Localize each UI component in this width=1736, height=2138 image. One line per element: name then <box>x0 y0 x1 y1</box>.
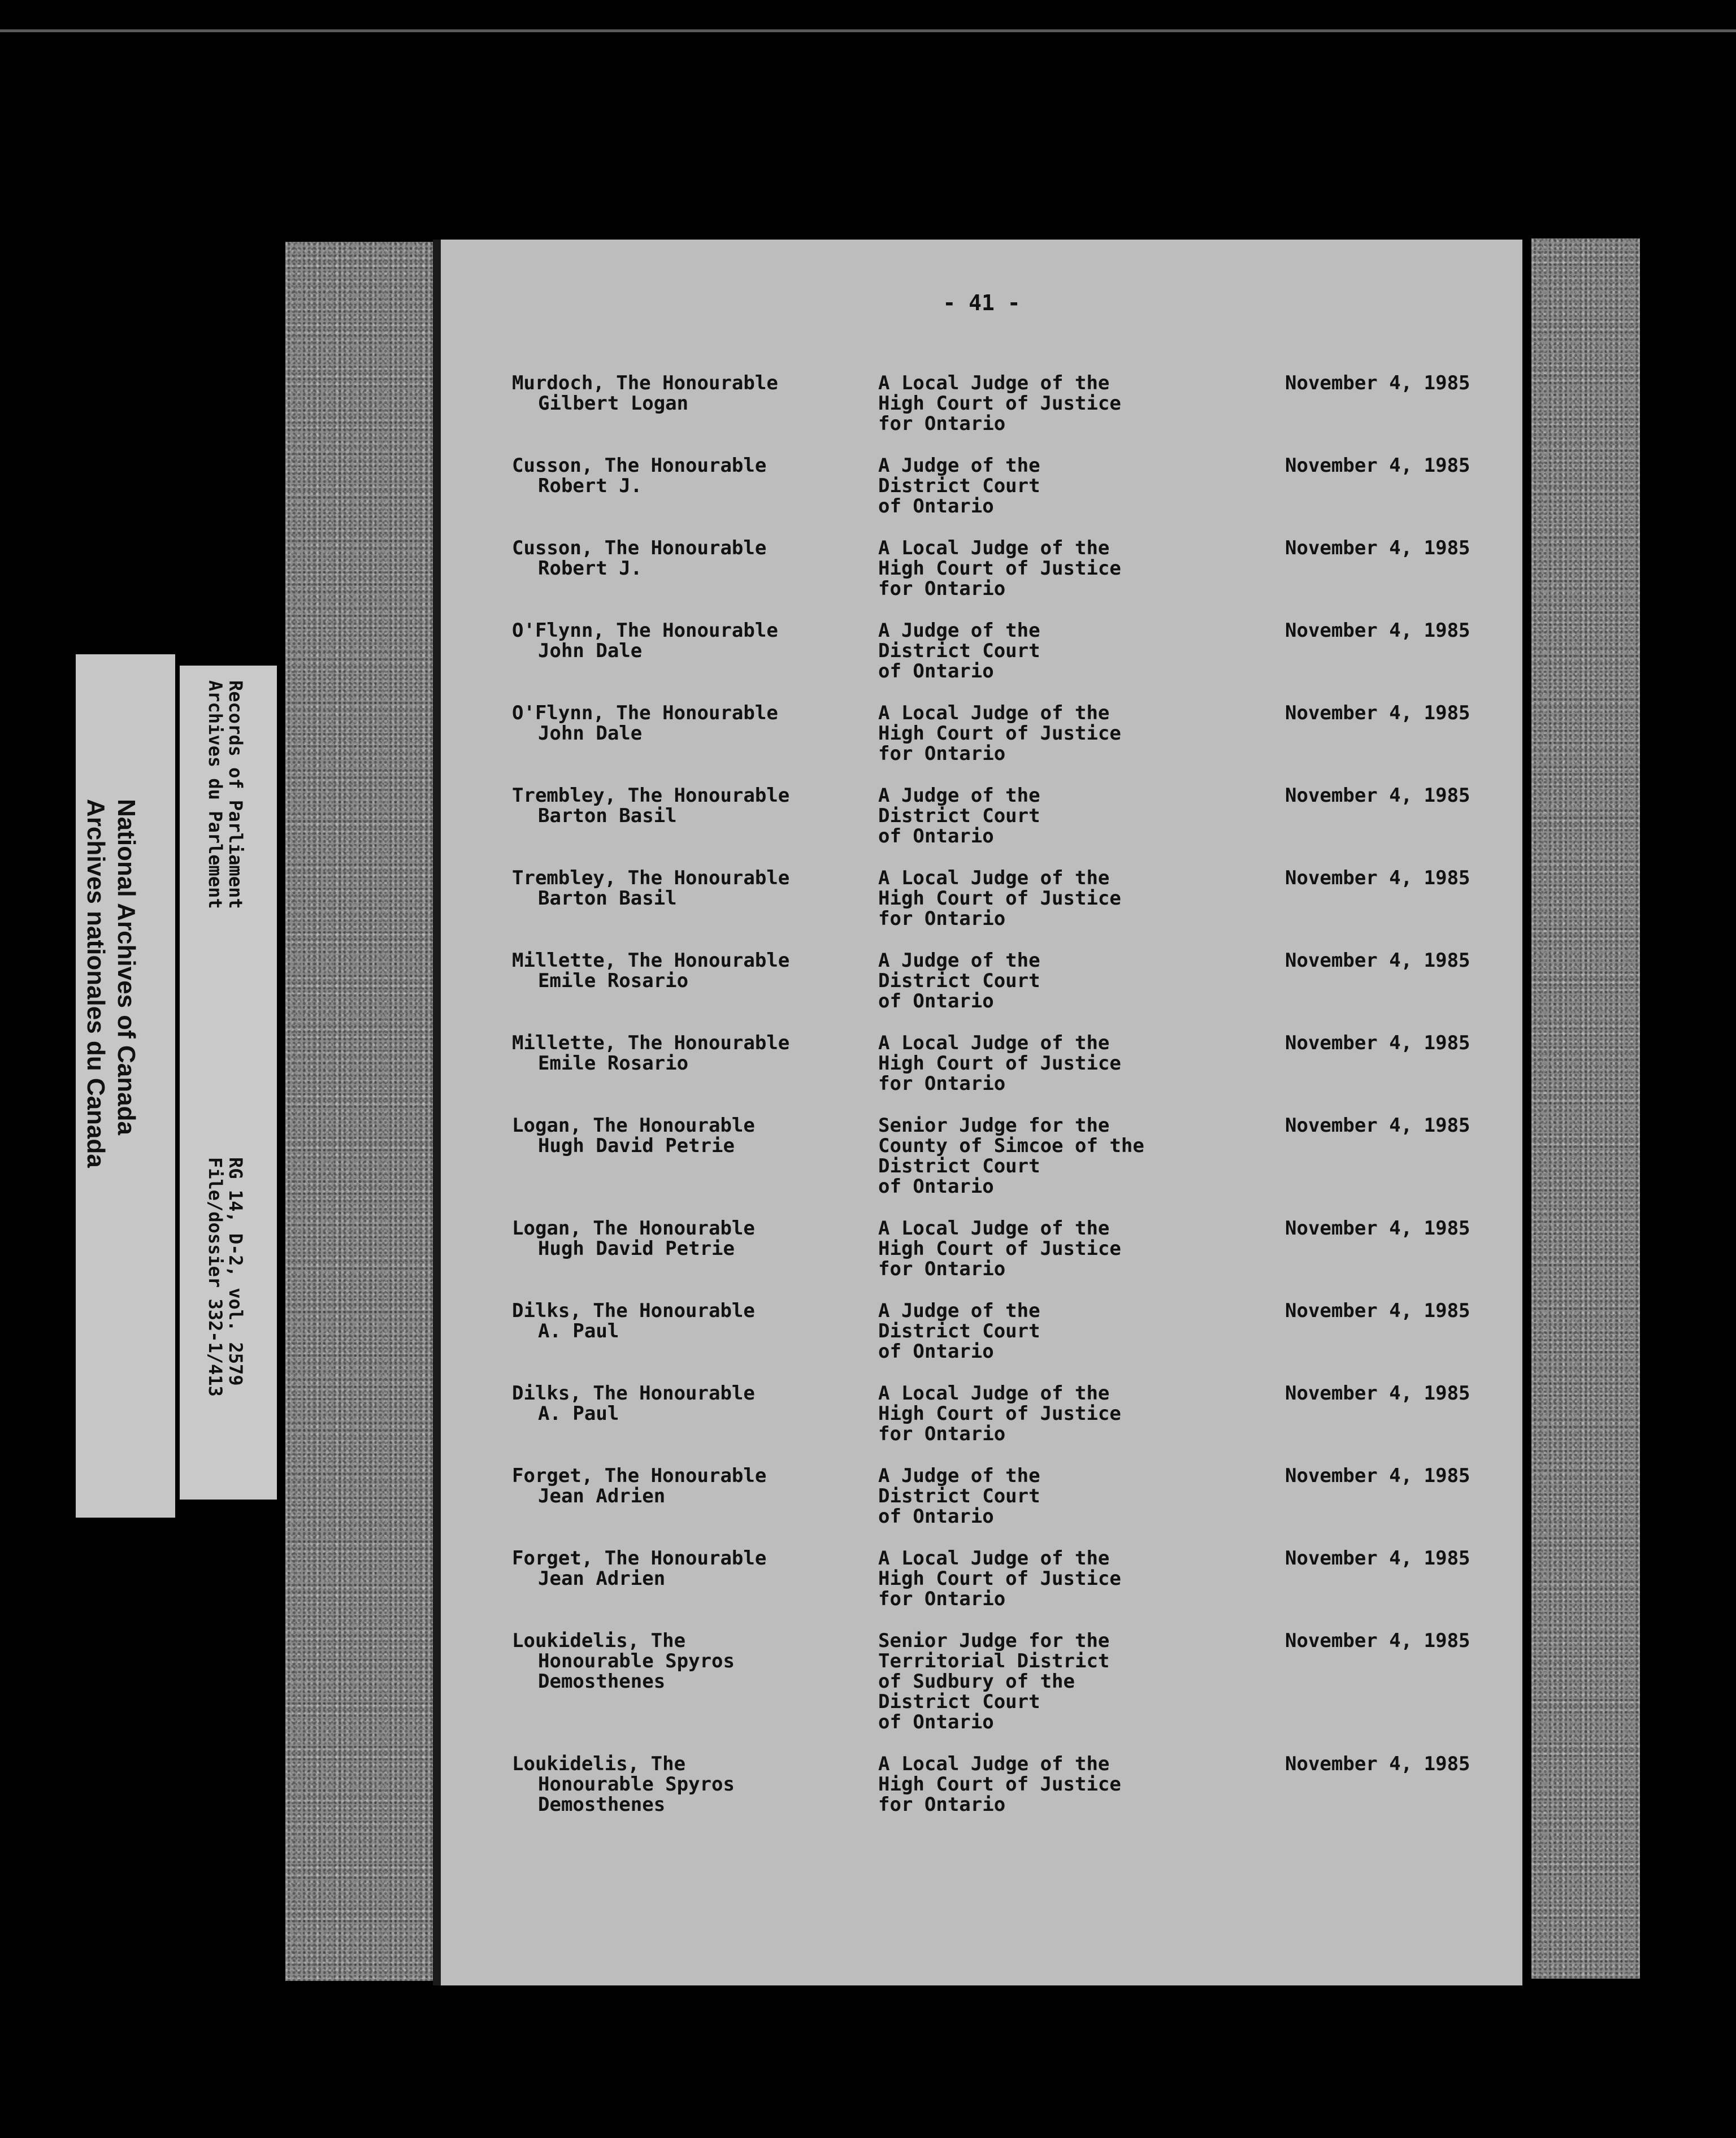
appointment-entry <box>512 1115 1518 1197</box>
appointment-title-line: Territorial District <box>878 1650 1110 1672</box>
appointee-name-line: Emile Rosario <box>538 970 689 992</box>
appointment-title <box>878 785 1285 846</box>
appointment-entry <box>512 868 1518 929</box>
appointment-title <box>878 1301 1285 1362</box>
appointee-name-line: Robert J. <box>538 557 643 580</box>
appointment-title-line: District Court <box>878 1320 1040 1342</box>
appointee-name-line: Trembley, The Honourable <box>512 784 790 807</box>
appointee-name-line: Dilks, The Honourable <box>512 1300 755 1322</box>
appointment-title-line: District Court <box>878 805 1040 827</box>
appointment-title-line: for Ontario <box>878 1423 1006 1445</box>
appointment-title-line: A Local Judge of the <box>878 1547 1110 1570</box>
document-page <box>441 240 1522 1985</box>
appointment-title-line: for Ontario <box>878 907 1006 930</box>
page-number: - 41 - <box>943 290 1021 315</box>
appointee-name-line: Demosthenes <box>538 1793 666 1816</box>
appointment-title-line: High Court of Justice <box>878 887 1121 910</box>
appointment-title-line: A Local Judge of the <box>878 1217 1110 1240</box>
appointment-title-line: A Judge of the <box>878 1465 1040 1487</box>
appointee-name <box>512 1466 878 1527</box>
appointment-title-line: of Ontario <box>878 1505 994 1528</box>
appointment-title-line: for Ontario <box>878 412 1006 435</box>
appointment-entry <box>512 620 1518 681</box>
appointee-name-line: O'Flynn, The Honourable <box>512 619 778 642</box>
records-label-english: Records of Parliament <box>225 680 246 909</box>
appointee-name-line: Emile Rosario <box>538 1052 689 1075</box>
records-reference-volume: RG 14, D-2, vol. 2579 <box>225 1157 246 1386</box>
appointment-date: November 4, 1985 <box>1285 619 1470 642</box>
appointment-title-line: of Ontario <box>878 1340 994 1363</box>
appointment-entry <box>512 1466 1518 1527</box>
records-label-strip <box>180 666 277 1500</box>
appointee-name-line: Jean Adrien <box>538 1485 666 1507</box>
appointment-date: November 4, 1985 <box>1285 702 1470 724</box>
appointment-title-line: of Ontario <box>878 825 994 848</box>
appointment-title-line: A Local Judge of the <box>878 702 1110 724</box>
appointment-title-line: District Court <box>878 1691 1040 1713</box>
appointment-title-line: A Local Judge of the <box>878 537 1110 559</box>
appointment-title-line: A Judge of the <box>878 1300 1040 1322</box>
appointment-date: November 4, 1985 <box>1285 1465 1470 1487</box>
appointee-name <box>512 1631 878 1732</box>
appointee-name-line: Forget, The Honourable <box>512 1465 767 1487</box>
appointee-name-line: John Dale <box>538 722 643 745</box>
film-top-rule <box>0 29 1736 32</box>
appointee-name-line: Robert J. <box>538 475 643 497</box>
appointment-entry <box>512 785 1518 846</box>
appointment-title-line: A Judge of the <box>878 619 1040 642</box>
appointment-title-line: of Sudbury of the <box>878 1670 1075 1693</box>
appointee-name-line: Demosthenes <box>538 1670 666 1693</box>
appointment-entry <box>512 703 1518 764</box>
appointment-date: November 4, 1985 <box>1285 1300 1470 1322</box>
appointment-title-line: A Local Judge of the <box>878 1382 1110 1405</box>
appointee-name <box>512 950 878 1011</box>
appointment-title-line: Senior Judge for the <box>878 1114 1110 1137</box>
appointment-title-line: of Ontario <box>878 660 994 683</box>
appointee-name-line: A. Paul <box>538 1402 619 1425</box>
appointee-name <box>512 1033 878 1094</box>
appointment-title <box>878 1754 1285 1815</box>
appointment-title <box>878 868 1285 929</box>
appointment-title-line: of Ontario <box>878 990 994 1012</box>
appointment-entry <box>512 1218 1518 1279</box>
appointee-name <box>512 455 878 516</box>
records-label-french: Archives du Parlement <box>205 680 226 909</box>
appointment-title-line: for Ontario <box>878 1588 1006 1610</box>
appointment-entry <box>512 1754 1518 1815</box>
appointment-title-line: A Local Judge of the <box>878 1032 1110 1054</box>
appointment-title-line: A Local Judge of the <box>878 372 1110 394</box>
appointee-name-line: Cusson, The Honourable <box>512 537 767 559</box>
appointment-entry <box>512 1548 1518 1609</box>
appointment-entry <box>512 1033 1518 1094</box>
appointee-name-line: Dilks, The Honourable <box>512 1382 755 1405</box>
appointment-entry <box>512 1631 1518 1732</box>
appointment-title-line: of Ontario <box>878 495 994 518</box>
appointment-title <box>878 950 1285 1011</box>
appointment-title-line: District Court <box>878 970 1040 992</box>
appointee-name-line: Hugh David Petrie <box>538 1237 735 1260</box>
records-reference-file: File/dossier 332-1/413 <box>205 1157 226 1397</box>
appointee-name-line: Honourable Spyros <box>538 1650 735 1672</box>
appointments-list <box>512 373 1518 1836</box>
appointment-date: November 4, 1985 <box>1285 537 1470 559</box>
appointee-name-line: Barton Basil <box>538 887 677 910</box>
appointment-entry <box>512 950 1518 1011</box>
appointee-name-line: Logan, The Honourable <box>512 1114 755 1137</box>
appointment-title <box>878 1115 1285 1197</box>
appointment-title-line: High Court of Justice <box>878 1402 1121 1425</box>
appointee-name <box>512 1548 878 1609</box>
appointment-title <box>878 1466 1285 1527</box>
appointment-title <box>878 1548 1285 1609</box>
appointment-title-line: for Ontario <box>878 577 1006 600</box>
appointment-date: November 4, 1985 <box>1285 784 1470 807</box>
appointment-title-line: District Court <box>878 640 1040 662</box>
appointee-name-line: Trembley, The Honourable <box>512 867 790 889</box>
archives-label-english: National Archives of Canada <box>112 799 140 1135</box>
appointee-name <box>512 620 878 681</box>
archives-label-strip <box>76 654 175 1518</box>
appointment-entry <box>512 455 1518 516</box>
appointment-title-line: for Ontario <box>878 1072 1006 1095</box>
appointment-title-line: High Court of Justice <box>878 1567 1121 1590</box>
appointment-title <box>878 455 1285 516</box>
appointee-name <box>512 703 878 764</box>
appointment-date: November 4, 1985 <box>1285 454 1470 477</box>
appointment-title-line: A Local Judge of the <box>878 867 1110 889</box>
appointee-name <box>512 1115 878 1197</box>
appointment-date: November 4, 1985 <box>1285 1753 1470 1775</box>
appointee-name-line: Loukidelis, The <box>512 1629 686 1652</box>
appointee-name-line: Jean Adrien <box>538 1567 666 1590</box>
appointment-title <box>878 373 1285 434</box>
appointee-name-line: Hugh David Petrie <box>538 1135 735 1157</box>
appointee-name <box>512 868 878 929</box>
appointment-date: November 4, 1985 <box>1285 1382 1470 1405</box>
archives-label-french: Archives nationales du Canada <box>82 799 110 1168</box>
appointment-title-line: High Court of Justice <box>878 722 1121 745</box>
appointee-name <box>512 1218 878 1279</box>
film-right-edge <box>1531 238 1640 1979</box>
appointee-name-line: John Dale <box>538 640 643 662</box>
appointment-date: November 4, 1985 <box>1285 1032 1470 1054</box>
appointment-date: November 4, 1985 <box>1285 1114 1470 1137</box>
appointee-name <box>512 1754 878 1815</box>
appointee-name <box>512 538 878 599</box>
appointee-name-line: Logan, The Honourable <box>512 1217 755 1240</box>
appointment-title-line: A Judge of the <box>878 784 1040 807</box>
appointment-entry <box>512 373 1518 434</box>
appointment-title-line: of Ontario <box>878 1175 994 1198</box>
appointment-title-line: High Court of Justice <box>878 1773 1121 1796</box>
appointment-date: November 4, 1985 <box>1285 1547 1470 1570</box>
appointment-date: November 4, 1985 <box>1285 372 1470 394</box>
appointee-name-line: Gilbert Logan <box>538 392 689 415</box>
appointee-name-line: Murdoch, The Honourable <box>512 372 778 394</box>
appointment-entry <box>512 1301 1518 1362</box>
appointment-title-line: for Ontario <box>878 1793 1006 1816</box>
appointment-title-line: of Ontario <box>878 1711 994 1733</box>
appointee-name-line: Cusson, The Honourable <box>512 454 767 477</box>
appointment-entry <box>512 538 1518 599</box>
appointee-name-line: Loukidelis, The <box>512 1753 686 1775</box>
appointment-title-line: Senior Judge for the <box>878 1629 1110 1652</box>
appointment-title-line: High Court of Justice <box>878 1052 1121 1075</box>
appointment-title <box>878 1033 1285 1094</box>
appointee-name-line: Millette, The Honourable <box>512 1032 790 1054</box>
appointment-title-line: A Local Judge of the <box>878 1753 1110 1775</box>
appointment-date: November 4, 1985 <box>1285 949 1470 972</box>
appointment-title <box>878 620 1285 681</box>
appointment-title-line: for Ontario <box>878 1258 1006 1280</box>
appointment-title-line: for Ontario <box>878 742 1006 765</box>
appointment-title-line: High Court of Justice <box>878 392 1121 415</box>
appointee-name-line: A. Paul <box>538 1320 619 1342</box>
appointment-date: November 4, 1985 <box>1285 1217 1470 1240</box>
film-left-edge <box>285 242 441 1981</box>
appointee-name-line: Millette, The Honourable <box>512 949 790 972</box>
appointee-name <box>512 1383 878 1444</box>
appointment-title-line: District Court <box>878 475 1040 497</box>
appointment-title <box>878 1383 1285 1444</box>
appointment-title <box>878 1631 1285 1732</box>
appointee-name-line: Honourable Spyros <box>538 1773 735 1796</box>
appointment-entry <box>512 1383 1518 1444</box>
appointee-name-line: O'Flynn, The Honourable <box>512 702 778 724</box>
appointee-name <box>512 373 878 434</box>
appointment-title-line: District Court <box>878 1155 1040 1177</box>
appointment-title <box>878 1218 1285 1279</box>
appointment-title-line: District Court <box>878 1485 1040 1507</box>
appointee-name <box>512 1301 878 1362</box>
appointee-name <box>512 785 878 846</box>
appointment-date: November 4, 1985 <box>1285 1629 1470 1652</box>
appointment-title-line: A Judge of the <box>878 949 1040 972</box>
appointment-title-line: High Court of Justice <box>878 557 1121 580</box>
appointee-name-line: Forget, The Honourable <box>512 1547 767 1570</box>
appointment-title-line: High Court of Justice <box>878 1237 1121 1260</box>
appointment-title <box>878 703 1285 764</box>
appointment-title-line: A Judge of the <box>878 454 1040 477</box>
appointment-title <box>878 538 1285 599</box>
appointee-name-line: Barton Basil <box>538 805 677 827</box>
appointment-title-line: County of Simcoe of the <box>878 1135 1144 1157</box>
appointment-date: November 4, 1985 <box>1285 867 1470 889</box>
